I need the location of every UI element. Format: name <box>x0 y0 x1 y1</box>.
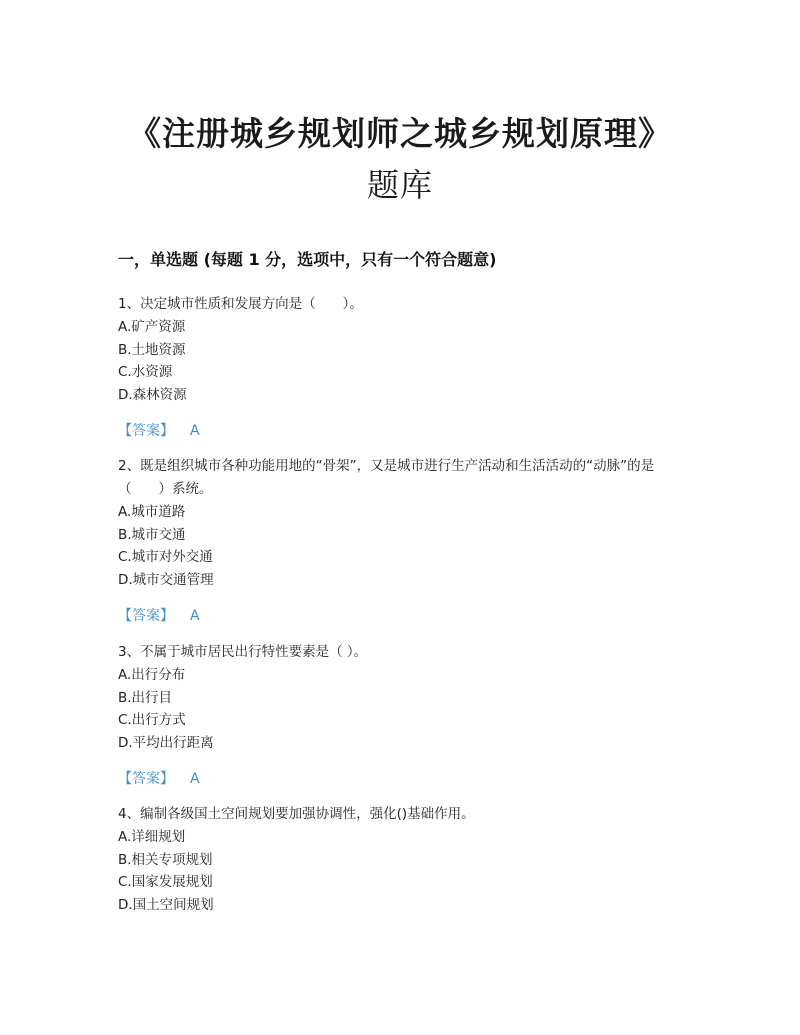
document-title: 《注册城乡规划师之城乡规划原理》 <box>128 114 672 153</box>
option-b: B.相关专项规划 <box>118 851 213 868</box>
option-a: A.城市道路 <box>118 504 186 520</box>
answer-label: 【答案】 <box>118 608 174 624</box>
question-2 <box>118 455 678 625</box>
answer-line <box>118 768 718 788</box>
answer-line <box>118 420 718 440</box>
question-4 <box>118 803 718 916</box>
option-b: B.土地资源 <box>118 341 186 358</box>
answer-value: A <box>190 608 200 624</box>
question-3 <box>118 641 718 788</box>
answer-line <box>118 605 678 625</box>
option-d: D.森林资源 <box>118 386 187 403</box>
option-c: C.出行方式 <box>118 712 186 728</box>
answer-label: 【答案】 <box>118 423 174 439</box>
answer-value: A <box>190 423 200 439</box>
answer-label: 【答案】 <box>118 771 174 787</box>
option-d: D.平均出行距离 <box>118 734 214 751</box>
option-c: C.城市对外交通 <box>118 549 213 565</box>
question-stem: 4、编制各级国土空间规划要加强协调性，强化()基础作用。 <box>118 806 475 822</box>
question-1 <box>118 293 718 440</box>
option-b: B.出行目 <box>118 689 173 706</box>
option-a: A.出行分布 <box>118 667 186 683</box>
option-d: D.国土空间规划 <box>118 896 214 913</box>
question-stem: 2、既是组织城市各种功能用地的“骨架”，又是城市进行生产活动和生活活动的“动脉”的是（ ）系统。 <box>118 458 655 497</box>
option-a: A.详细规划 <box>118 829 186 845</box>
option-a: A.矿产资源 <box>118 319 186 335</box>
question-stem: 1、决定城市性质和发展方向是（ ）。 <box>118 296 363 312</box>
answer-value: A <box>190 771 200 787</box>
question-stem: 3、不属于城市居民出行特性要素是（ ）。 <box>118 644 368 660</box>
document-subtitle: 题库 <box>366 166 433 204</box>
option-b: B.城市交通 <box>118 526 186 543</box>
option-d: D.城市交通管理 <box>118 571 214 588</box>
option-c: C.水资源 <box>118 364 173 380</box>
option-c: C.国家发展规划 <box>118 874 213 890</box>
section-heading: 一，单选题 (每题 1 分，选项中，只有一个符合题意) <box>118 250 497 269</box>
